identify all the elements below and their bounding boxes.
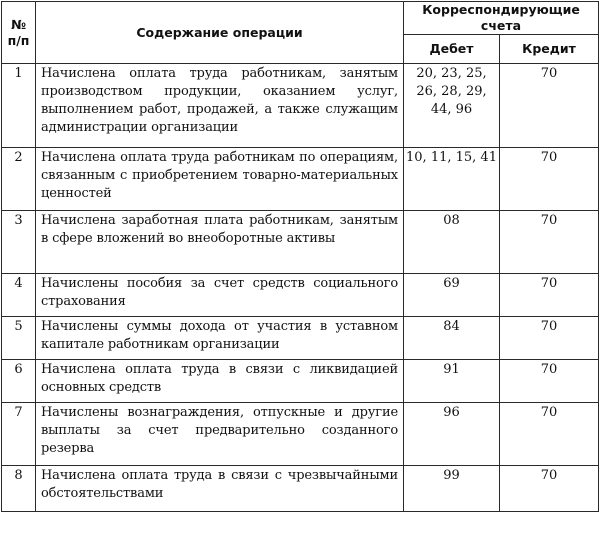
credit-account: 70 (500, 317, 599, 360)
operation-description: Начислены суммы дохода от участия в уставном капитале работникам организации (36, 317, 404, 360)
debit-accounts: 91 (404, 360, 500, 403)
table-row (2, 403, 599, 466)
table-row (2, 317, 599, 360)
table-row (2, 274, 599, 317)
row-number-header (2, 2, 36, 64)
debit-header: Дебет (404, 35, 500, 64)
row-number: 1 (2, 64, 36, 148)
debit-accounts: 84 (404, 317, 500, 360)
row-number: 8 (2, 466, 36, 512)
credit-account: 70 (500, 403, 599, 466)
row-number-header-no: № п/п (7, 16, 30, 48)
operation-description: Начислена заработная плата работникам, занятым в сфере вложений во внеоборотные активы (36, 211, 404, 274)
table-row (2, 360, 599, 403)
debit-accounts: 96 (404, 403, 500, 466)
operation-description: Начислены пособия за счет средств социального страхования (36, 274, 404, 317)
row-number: 2 (2, 148, 36, 211)
table-row (2, 466, 599, 512)
row-number: 4 (2, 274, 36, 317)
table-row (2, 148, 599, 211)
accounting-entries-table (1, 1, 599, 512)
credit-header: Кредит (500, 35, 599, 64)
row-number: 3 (2, 211, 36, 274)
debit-accounts: 08 (404, 211, 500, 274)
row-number: 5 (2, 317, 36, 360)
credit-account: 70 (500, 64, 599, 148)
row-number: 6 (2, 360, 36, 403)
credit-account: 70 (500, 148, 599, 211)
header-row-top (2, 2, 599, 35)
credit-account: 70 (500, 466, 599, 512)
operation-description: Начислена оплата труда работникам, занятым производством продукции, оказанием услуг, выполнением работ, продажей, а также служащим администрации организации (36, 64, 404, 148)
operation-description: Начислена оплата труда работникам по операциям, связанным с приобретением товарно-материальных ценностей (36, 148, 404, 211)
operation-description: Начислены вознаграждения, отпускные и другие выплаты за счет предварительно созданного резерва (36, 403, 404, 466)
debit-accounts: 10, 11, 15, 41 (404, 148, 500, 211)
debit-accounts: 99 (404, 466, 500, 512)
table-row (2, 64, 599, 148)
corresponding-accounts-header: Корреспондирующие счета (404, 2, 599, 35)
operation-description: Начислена оплата труда в связи с чрезвычайными обстоятельствами (36, 466, 404, 512)
operation-content-header: Содержание операции (36, 2, 404, 64)
credit-account: 70 (500, 211, 599, 274)
row-number: 7 (2, 403, 36, 466)
credit-account: 70 (500, 274, 599, 317)
table-row (2, 211, 599, 274)
debit-accounts: 20, 23, 25, 26, 28, 29, 44, 96 (404, 64, 500, 148)
operation-description: Начислена оплата труда в связи с ликвидацией основных средств (36, 360, 404, 403)
debit-accounts: 69 (404, 274, 500, 317)
credit-account: 70 (500, 360, 599, 403)
